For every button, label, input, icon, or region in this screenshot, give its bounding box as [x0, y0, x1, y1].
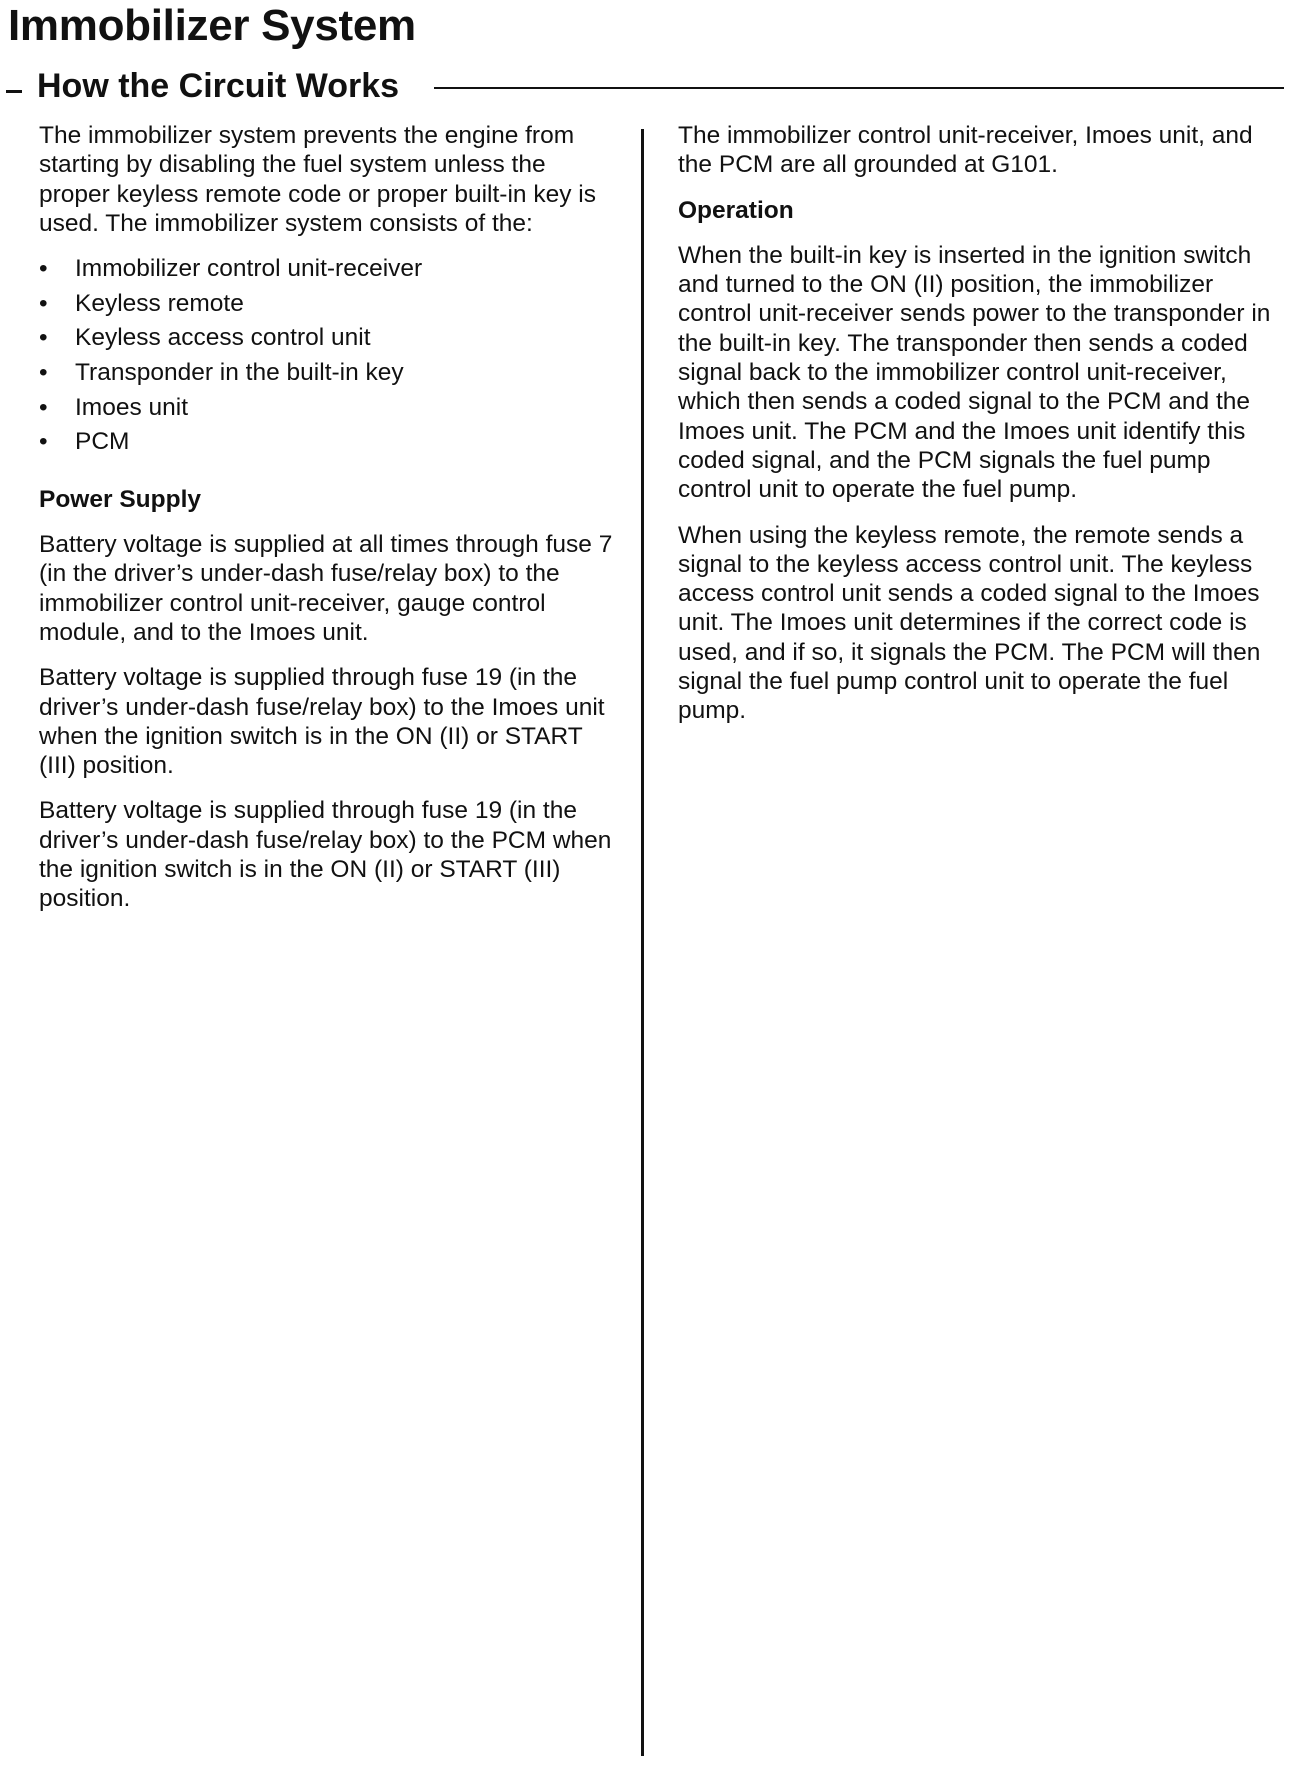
list-item	[39, 254, 621, 289]
power-supply-heading: Power Supply	[39, 485, 202, 513]
component-list	[39, 254, 621, 462]
bullet: •	[39, 324, 48, 352]
bullet: •	[39, 358, 48, 386]
power-supply-paragraph: Battery voltage is supplied through fuse 19 (in the driver’s under-dash fuse/relay box) to the Imoes unit when the ignition switch is in the ON (II) or START (III) position.	[39, 664, 605, 780]
power-supply-paragraph: Battery voltage is supplied through fuse 19 (in the driver’s under-dash fuse/relay box) to the PCM when the ignition switch is in the ON (II) or START (III) position.	[39, 797, 612, 913]
section-header	[6, 64, 1284, 108]
list-item-label: Keyless access control unit	[75, 324, 371, 352]
bullet: •	[39, 428, 48, 456]
list-item-label: Keyless remote	[75, 289, 244, 317]
bullet: •	[39, 393, 48, 421]
list-item	[39, 358, 621, 393]
list-item-label: Immobilizer control unit-receiver	[75, 255, 423, 283]
ground-paragraph: The immobilizer control unit-receiver, Imoes unit, and the PCM are all grounded at G101.	[678, 122, 1253, 179]
right-column	[678, 121, 1278, 742]
list-item-label: Transponder in the built-in key	[75, 358, 404, 386]
list-item-label: PCM	[75, 428, 130, 456]
bullet: •	[39, 255, 48, 283]
operation-paragraph: When the built-in key is inserted in the ignition switch and turned to the ON (II) position, the immobilizer control unit-receiver sends power to the transponder in the built-in key. The transponder then sends a coded signal back to the immobilizer control unit-receiver, which then sends a coded signal to the PCM and the Imoes unit. The PCM and the Imoes unit identify this coded signal, and the PCM signals the fuel pump control unit to operate the fuel pump.	[678, 241, 1271, 504]
left-column	[39, 121, 621, 930]
list-item	[39, 323, 621, 358]
list-item	[39, 393, 621, 428]
operation-paragraph: When using the keyless remote, the remote sends a signal to the keyless access control unit. The keyless access control unit sends a coded signal to the Imoes unit. The Imoes unit determines if the correct code is used, and if so, it signals the PCM. The PCM will then signal the fuel pump control unit to operate the fuel pump.	[678, 521, 1261, 725]
list-item-label: Imoes unit	[75, 393, 189, 421]
power-supply-paragraph: Battery voltage is supplied at all times through fuse 7 (in the driver’s under-dash fuse/relay box) to the immobilizer control unit-receiver, gauge control module, and to the Imoes unit.	[39, 531, 613, 646]
section-title: How the Circuit Works	[37, 67, 400, 105]
section-dash	[6, 90, 22, 93]
operation-heading: Operation	[678, 196, 794, 224]
section-rule	[434, 87, 1284, 89]
page-title: Immobilizer System	[8, 1, 416, 50]
bullet: •	[39, 289, 48, 317]
list-item	[39, 427, 621, 462]
list-item	[39, 289, 621, 324]
column-divider	[641, 129, 644, 1756]
intro-paragraph: The immobilizer system prevents the engine from starting by disabling the fuel system unless the proper keyless remote code or proper built-in key is used. The immobilizer system consists of the:	[39, 122, 596, 237]
